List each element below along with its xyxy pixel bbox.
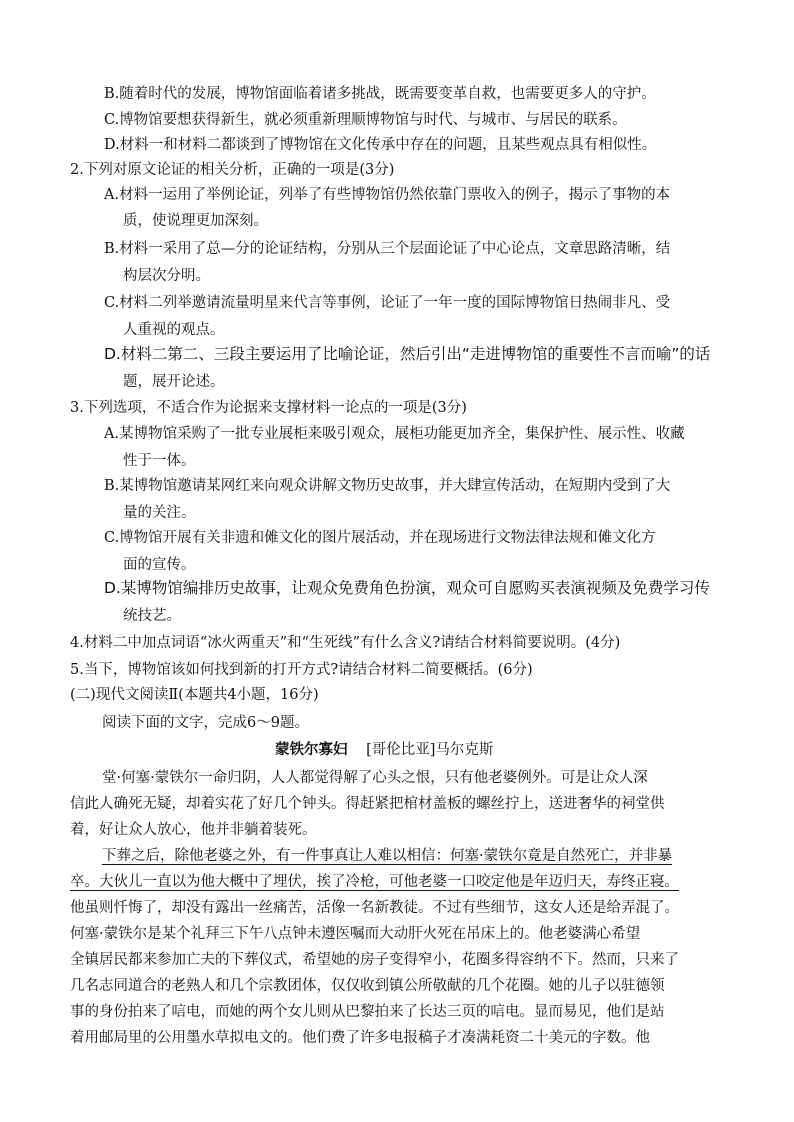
q2-stem: 2.下列对原文论证的相关分析，正确的一项是(3分) <box>70 162 395 178</box>
underlined-text: 下葬之后，除他老婆之外，有一件事真让人难以相信：何塞·蒙铁尔竟是自然死亡，并非暴 <box>102 848 673 864</box>
q5-stem: 5.当下，博物馆该如何找到新的打开方式?请结合材料二简要概括。(6分) <box>70 662 533 678</box>
story-heading <box>275 740 493 760</box>
story-title: 蒙铁尔寡妇 <box>275 742 348 758</box>
q2-option-b-line1: B.材料一采用了总—分的论证结构，分别从三个层面论证了中心论点，文章思路清晰，结 <box>104 241 671 257</box>
story-p1-line3: 着，好让众人放心，他并非躺着装死。 <box>70 822 317 838</box>
q3-option-b-line2: 量的关注。 <box>123 505 196 521</box>
q2-option-a-line1: A.材料一运用了举例论证，列举了有些博物馆仍然依靠门票收入的例子，揭示了事物的本 <box>104 187 671 203</box>
q2-option-c-line2: 人重视的观点。 <box>123 322 225 338</box>
story-p2-line4: 何塞·蒙铁尔是某个礼拜三下午八点钟未遵医嘱而大动肝火死在吊床上的。他老婆满心希望 <box>70 926 641 942</box>
story-p2-underlined-line1 <box>102 846 672 866</box>
q3-option-b-line1: B.某博物馆邀请某网红来向观众讲解文物历史故事，并大肆宣传活动，在短期内受到了大 <box>104 478 671 494</box>
q2-option-d-line1: D.材料二第二、三段主要运用了比喻论证，然后引出“走进博物馆的重要性不言而喻”的话 <box>104 345 711 363</box>
story-p2-line3: 他虽则忏悔了，却没有露出一丝痛苦，活像一名新教徒。不过有些细节，这女人还是给弄混了。 <box>70 900 679 916</box>
q2-option-b-line2: 构层次分明。 <box>123 268 210 284</box>
q1-option-c: C.博物馆要想获得新生，就必须重新理顺博物馆与时代、与城市、与居民的联系。 <box>104 112 627 128</box>
story-p2-line8: 着用邮局里的公用墨水草拟电文的。他们费了许多电报稿子才凑满耗资二十美元的字数。他 <box>70 1030 650 1046</box>
q1-option-d: D.材料一和材料二都谈到了博物馆在文化传承中存在的问题，且某些观点具有相似性。 <box>104 137 657 153</box>
q3-option-d-line1: D.某博物馆编排历史故事，让观众免费角色扮演，观众可自愿购买表演视频及免费学习传 <box>104 579 710 597</box>
story-p2-line6: 几名志同道合的老熟人和几个宗教团体，仅仅收到镇公所敬献的几个花圈。她的儿子以驻德领 <box>70 978 665 994</box>
q3-option-d-line2: 统技艺。 <box>123 608 181 624</box>
q2-option-c-line1: C.材料二列举邀请流量明星来代言等事例，论证了一年一度的国际博物馆日热闹非凡、受 <box>104 295 671 311</box>
story-p2-line7: 事的身份拍来了唁电，而她的两个女儿则从巴黎拍来了长达三页的唁电。显而易见，他们是站 <box>70 1004 665 1020</box>
q3-option-c-line1: C.博物馆开展有关非遗和傩文化的图片展活动，并在现场进行文物法律法规和傩文化方 <box>104 530 656 546</box>
story-p1-line2: 信此人确死无疑，却着实花了好几个钟头。得赶紧把棺材盖板的螺丝拧上，送进奢华的祠堂供 <box>70 796 665 812</box>
q3-option-a-line2: 性于一体。 <box>123 453 196 469</box>
q3-option-c-line2: 面的宣传。 <box>123 557 196 573</box>
q1-option-b: B.随着时代的发展，博物馆面临着诸多挑战，既需要变革自救，也需要更多人的守护。 <box>104 86 656 102</box>
q2-option-a-line2: 质，使说理更加深刻。 <box>123 213 268 229</box>
q3-option-a-line1: A.某博物馆采购了一批专业展柜来吸引观众，展柜功能更加齐全，集保护性、展示性、收藏 <box>104 426 685 442</box>
story-p1-line1: 堂·何塞·蒙铁尔一命归阴，人人都觉得解了心头之恨，只有他老婆例外。可是让众人深 <box>102 770 648 786</box>
q4-stem: 4.材料二中加点词语“冰火两重天”和“生死线”有什么含义?请结合材料简要说明。(4分) <box>70 635 621 651</box>
story-author: [哥伦比亚]马尔克斯 <box>366 742 494 758</box>
story-p2-underlined-line2 <box>70 872 679 892</box>
story-p2-line5: 全镇居民都来参加亡夫的下葬仪式，希望她的房子变得窄小，花圈多得容纳不下。然而，只来了 <box>70 952 679 968</box>
section-heading: (二)现代文阅读Ⅱ(本题共4小题，16分) <box>70 687 319 703</box>
underlined-text: 卒。大伙儿一直以为他大概中了埋伏，挨了冷枪，可他老婆一口咬定他是年迈归天，寿终正寝。 <box>70 874 679 890</box>
reading-instruction: 阅读下面的文字，完成6～9题。 <box>102 715 309 731</box>
q2-option-d-line2: 题，展开论述。 <box>123 374 225 390</box>
q3-stem: 3.下列选项，不适合作为论据来支撑材料一论点的一项是(3分) <box>70 400 467 416</box>
